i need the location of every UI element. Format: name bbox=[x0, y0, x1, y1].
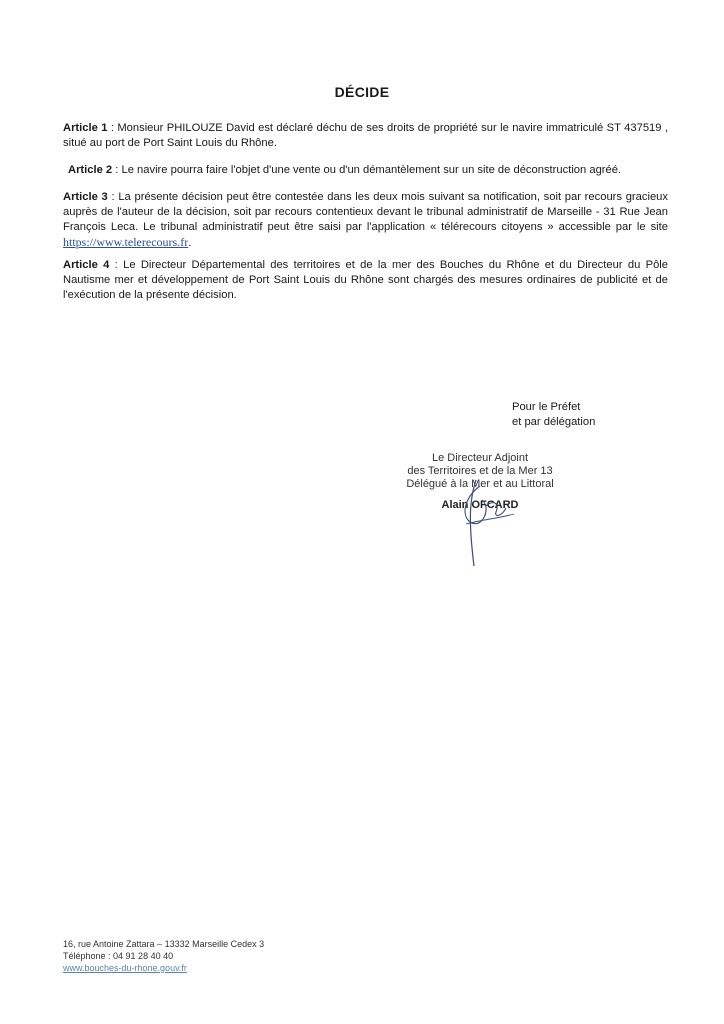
delegation-block bbox=[512, 400, 595, 430]
article-2-text: : Le navire pourra faire l'objet d'une vente ou d'un démantèlement sur un site de déconstruction agréé. bbox=[112, 164, 622, 176]
pour-le-prefet: Pour le Préfet bbox=[512, 401, 581, 413]
article-2-label: Article 2 bbox=[68, 164, 113, 176]
article-1-label: Article 1 bbox=[63, 122, 108, 134]
article-3 bbox=[63, 190, 668, 251]
footer-website-link[interactable]: www.bouches-du-rhone.gouv.fr bbox=[63, 963, 187, 973]
officer-name: Alain OFCARD bbox=[441, 499, 519, 511]
article-1-text: : Monsieur PHILOUZE David est déclaré déchu de ses droits de propriété sur le navire immatriculé ST 437519 , situé au port de Port Saint Louis du Rhône. bbox=[63, 122, 668, 149]
telerecours-link[interactable]: https://www.telerecours.fr bbox=[63, 235, 189, 249]
footer-address: 16, rue Antoine Zattara – 13332 Marseille Cedex 3 bbox=[63, 939, 265, 949]
officer-department: des Territoires et de la Mer 13 bbox=[407, 465, 553, 477]
footer-phone: Téléphone : 04 91 28 40 40 bbox=[63, 951, 174, 961]
handwritten-signature-icon bbox=[430, 478, 520, 568]
footer bbox=[63, 938, 264, 974]
officer-delegation: Délégué à la Mer et au Littoral bbox=[406, 478, 554, 490]
article-3-label: Article 3 bbox=[63, 191, 108, 203]
article-3-end: . bbox=[188, 237, 192, 249]
article-4-label: Article 4 bbox=[63, 259, 110, 271]
officer-title: Le Directeur Adjoint bbox=[432, 452, 528, 464]
article-2 bbox=[68, 163, 673, 178]
article-4 bbox=[63, 258, 668, 303]
par-delegation: et par délégation bbox=[512, 416, 596, 428]
article-3-text: : La présente décision peut être contestée dans les deux mois suivant sa notification, soit par recours gracieux auprès de l'auteur de la décision, soit par recours contentieux devant le tribunal administratif de Marseille - 31 Rue Jean François Leca. Le tribunal administratif peut être saisi par l'application « télérecours citoyens » accessible par le site bbox=[63, 191, 668, 233]
decision-title: DÉCIDE bbox=[334, 84, 390, 100]
article-4-text: : Le Directeur Départemental des territoires et de la mer des Bouches du Rhône et du Directeur du Pôle Nautisme mer et développement de Port Saint Louis du Rhône sont chargés des mesures ordinaires de publicité et de l'exécution de la présente décision. bbox=[63, 259, 668, 301]
article-1 bbox=[63, 121, 668, 151]
